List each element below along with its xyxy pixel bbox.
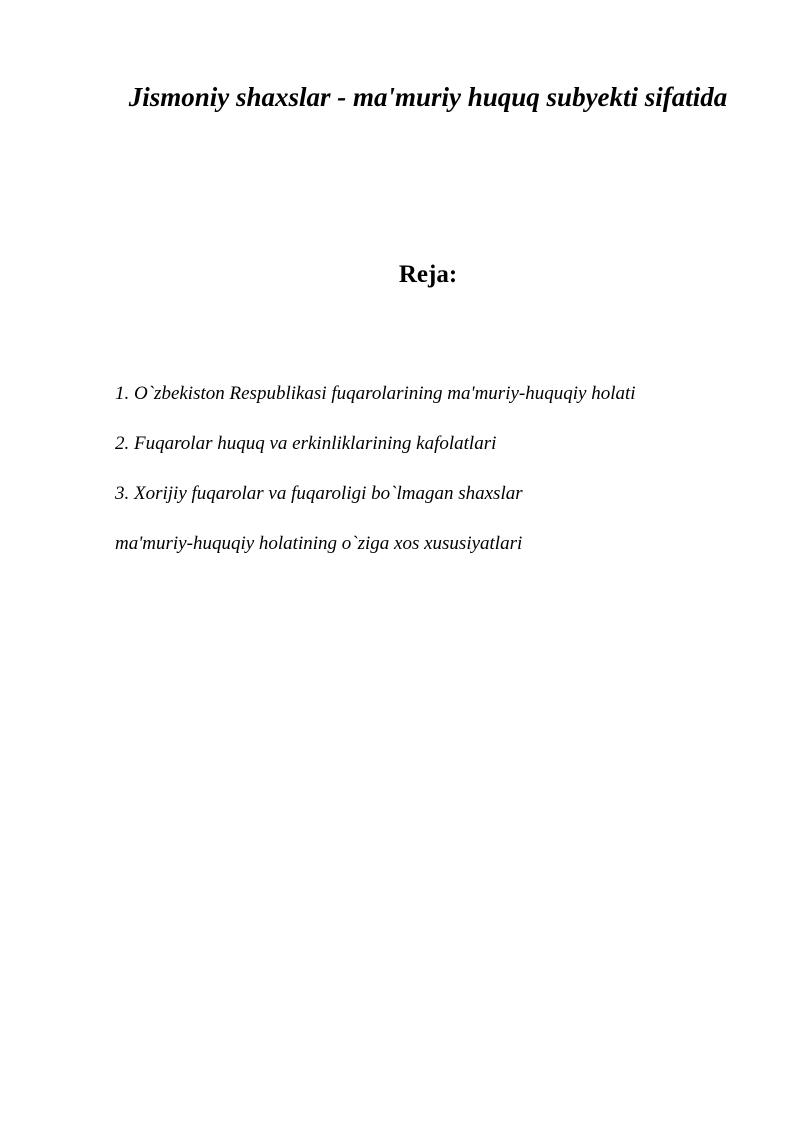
plan-item-3: 3. Xorijiy fuqarolar va fuqaroligi bo`lmagan shaxslar xyxy=(115,483,523,504)
plan-item-2: 2. Fuqarolar huquq va erkinliklarining kafolatlari xyxy=(115,433,497,454)
plan-heading: Reja: xyxy=(398,261,458,288)
plan-item-1: 1. O`zbekiston Respublikasi fuqarolarining ma'muriy-huquqiy holati xyxy=(115,383,636,404)
plan-item-3-continuation: ma'muriy-huquqiy holatining o`ziga xos xususiyatlari xyxy=(115,533,523,554)
document-title: Jismoniy shaxslar - ma'muriy huquq subyekti sifatida xyxy=(128,82,728,112)
